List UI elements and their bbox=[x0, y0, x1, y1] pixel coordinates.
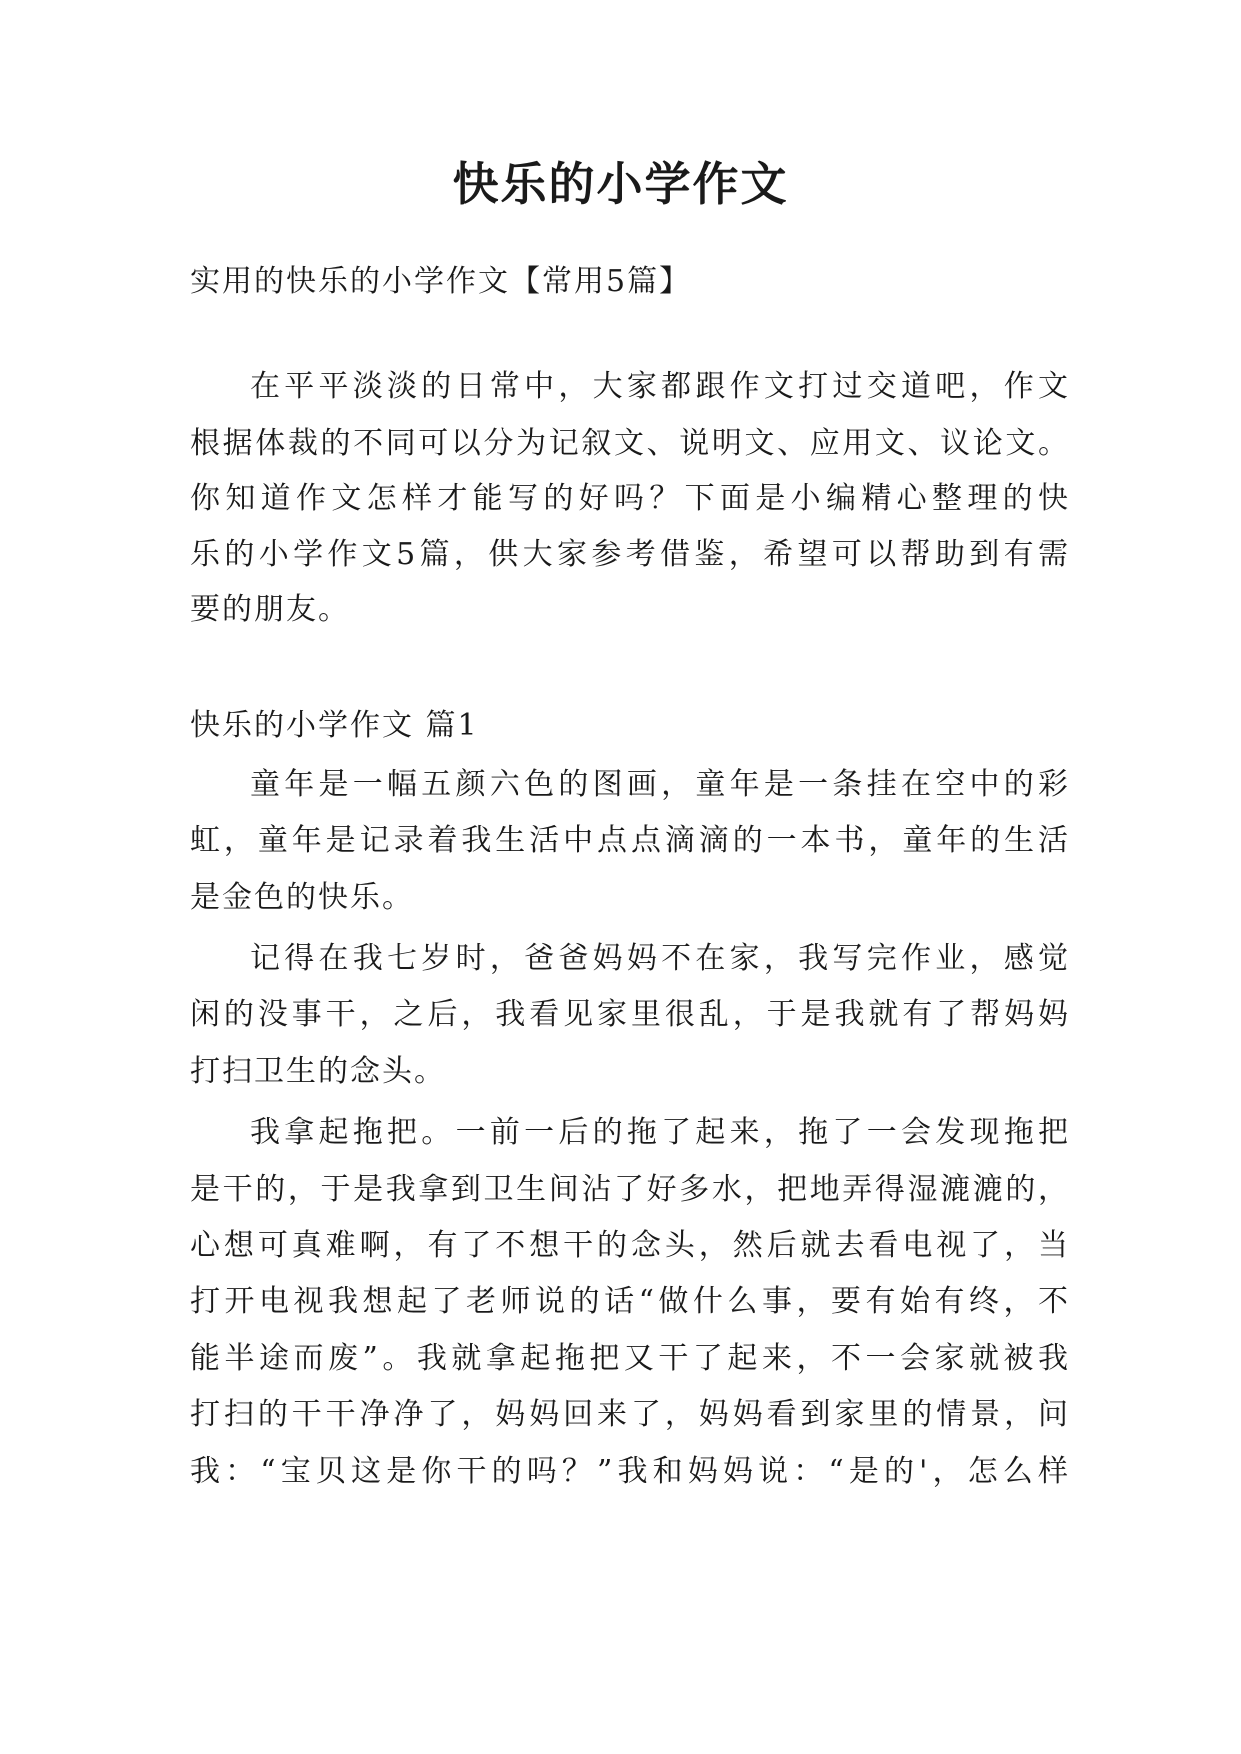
document-title: 快乐的小学作文 bbox=[452, 157, 789, 211]
paragraph3-line-5: 能半途而废”。我就拿起拖把又干了起来，不一会家就被我 bbox=[190, 1341, 1070, 1376]
paragraph3-line-2: 是干的，于是我拿到卫生间沾了好多水，把地弄得湿漉漉的， bbox=[190, 1172, 1070, 1207]
intro-line-5: 要的朋友。 bbox=[190, 592, 350, 627]
document-subtitle: 实用的快乐的小学作文【常用5篇】 bbox=[190, 264, 692, 299]
intro-line-1: 在平平淡淡的日常中，大家都跟作文打过交道吧，作文 bbox=[250, 369, 1070, 404]
intro-line-3: 你知道作文怎样才能写的好吗？下面是小编精心整理的快 bbox=[190, 481, 1070, 516]
paragraph3-line-3: 心想可真难啊，有了不想干的念头，然后就去看电视了，当 bbox=[190, 1228, 1070, 1263]
section-heading: 快乐的小学作文 篇1 bbox=[190, 708, 479, 743]
paragraph3-line-1: 我拿起拖把。一前一后的拖了起来，拖了一会发现拖把 bbox=[250, 1115, 1070, 1150]
paragraph3-line-7: 我：“宝贝这是你干的吗？”我和妈妈说：“是的'，怎么样 bbox=[190, 1454, 1070, 1489]
paragraph3-line-6: 打扫的干干净净了，妈妈回来了，妈妈看到家里的情景，问 bbox=[190, 1397, 1070, 1432]
paragraph1-line-1: 童年是一幅五颜六色的图画，童年是一条挂在空中的彩 bbox=[250, 767, 1070, 802]
paragraph2-line-2: 闲的没事干，之后，我看见家里很乱，于是我就有了帮妈妈 bbox=[190, 997, 1070, 1032]
paragraph1-line-2: 虹，童年是记录着我生活中点点滴滴的一本书，童年的生活 bbox=[190, 823, 1070, 858]
paragraph2-line-1: 记得在我七岁时，爸爸妈妈不在家，我写完作业，感觉 bbox=[250, 941, 1070, 976]
paragraph1-line-3: 是金色的快乐。 bbox=[190, 880, 414, 915]
intro-line-4: 乐的小学作文5篇，供大家参考借鉴，希望可以帮助到有需 bbox=[190, 537, 1070, 572]
paragraph3-line-4: 打开电视我想起了老师说的话“做什么事，要有始有终，不 bbox=[190, 1284, 1070, 1319]
paragraph2-line-3: 打扫卫生的念头。 bbox=[190, 1054, 446, 1089]
intro-line-2: 根据体裁的不同可以分为记叙文、说明文、应用文、议论文。 bbox=[190, 426, 1070, 461]
